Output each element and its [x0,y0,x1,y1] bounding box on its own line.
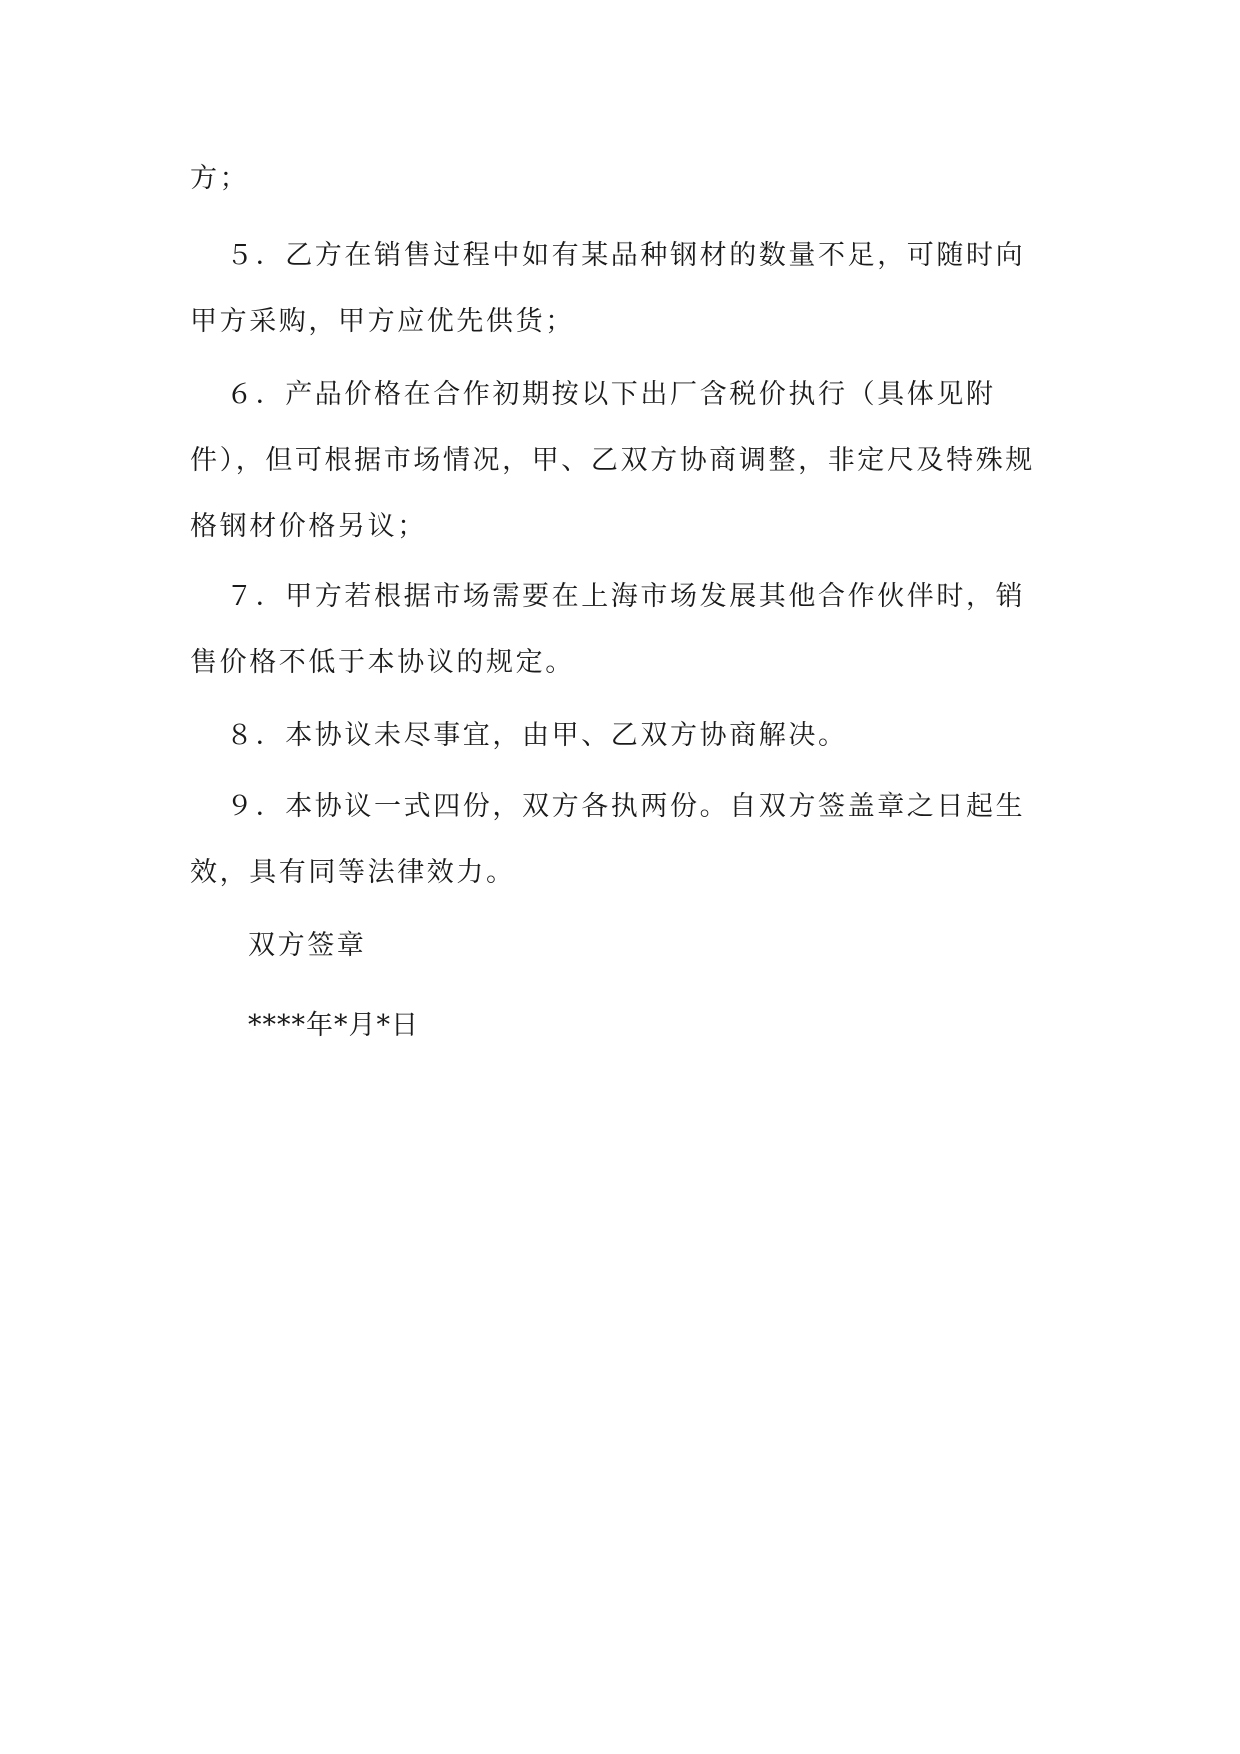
continuation-text [190,146,1035,212]
continuation-line: 方； [190,163,250,194]
clause-7-line-2: 售价格不低于本协议的规定。 [190,647,575,678]
signing-date [190,993,1035,1059]
clause-9 [190,774,1035,906]
clause-7-line-1: ７．甲方若根据市场需要在上海市场发展其他合作伙伴时，销 [226,581,1026,612]
clause-8-line-1: ８．本协议未尽事宜，由甲、乙双方协商解决。 [226,720,848,751]
clause-5-line-1: ５．乙方在销售过程中如有某品种钢材的数量不足，可随时向 [226,240,1026,271]
clause-6-line-2: 件），但可根据市场情况，甲、乙双方协商调整，非定尺及特殊规 [190,445,1035,476]
clause-9-line-2: 效，具有同等法律效力。 [190,857,516,888]
clause-6-line-3: 格钢材价格另议； [190,511,427,542]
clause-8 [190,703,1035,769]
clause-5-line-2: 甲方采购，甲方应优先供货； [190,306,575,337]
clause-5 [190,223,1035,355]
clause-9-line-1: ９．本协议一式四份，双方各执两份。自双方签盖章之日起生 [226,791,1026,822]
signature-label [190,913,1035,979]
clause-6-line-1: ６．产品价格在合作初期按以下出厂含税价执行（具体见附 [226,379,996,410]
signing-date-text: ****年*月*日 [248,1010,419,1041]
clause-6 [190,362,1035,560]
signature-label-text: 双方签章 [248,930,367,961]
clause-7 [190,564,1035,696]
